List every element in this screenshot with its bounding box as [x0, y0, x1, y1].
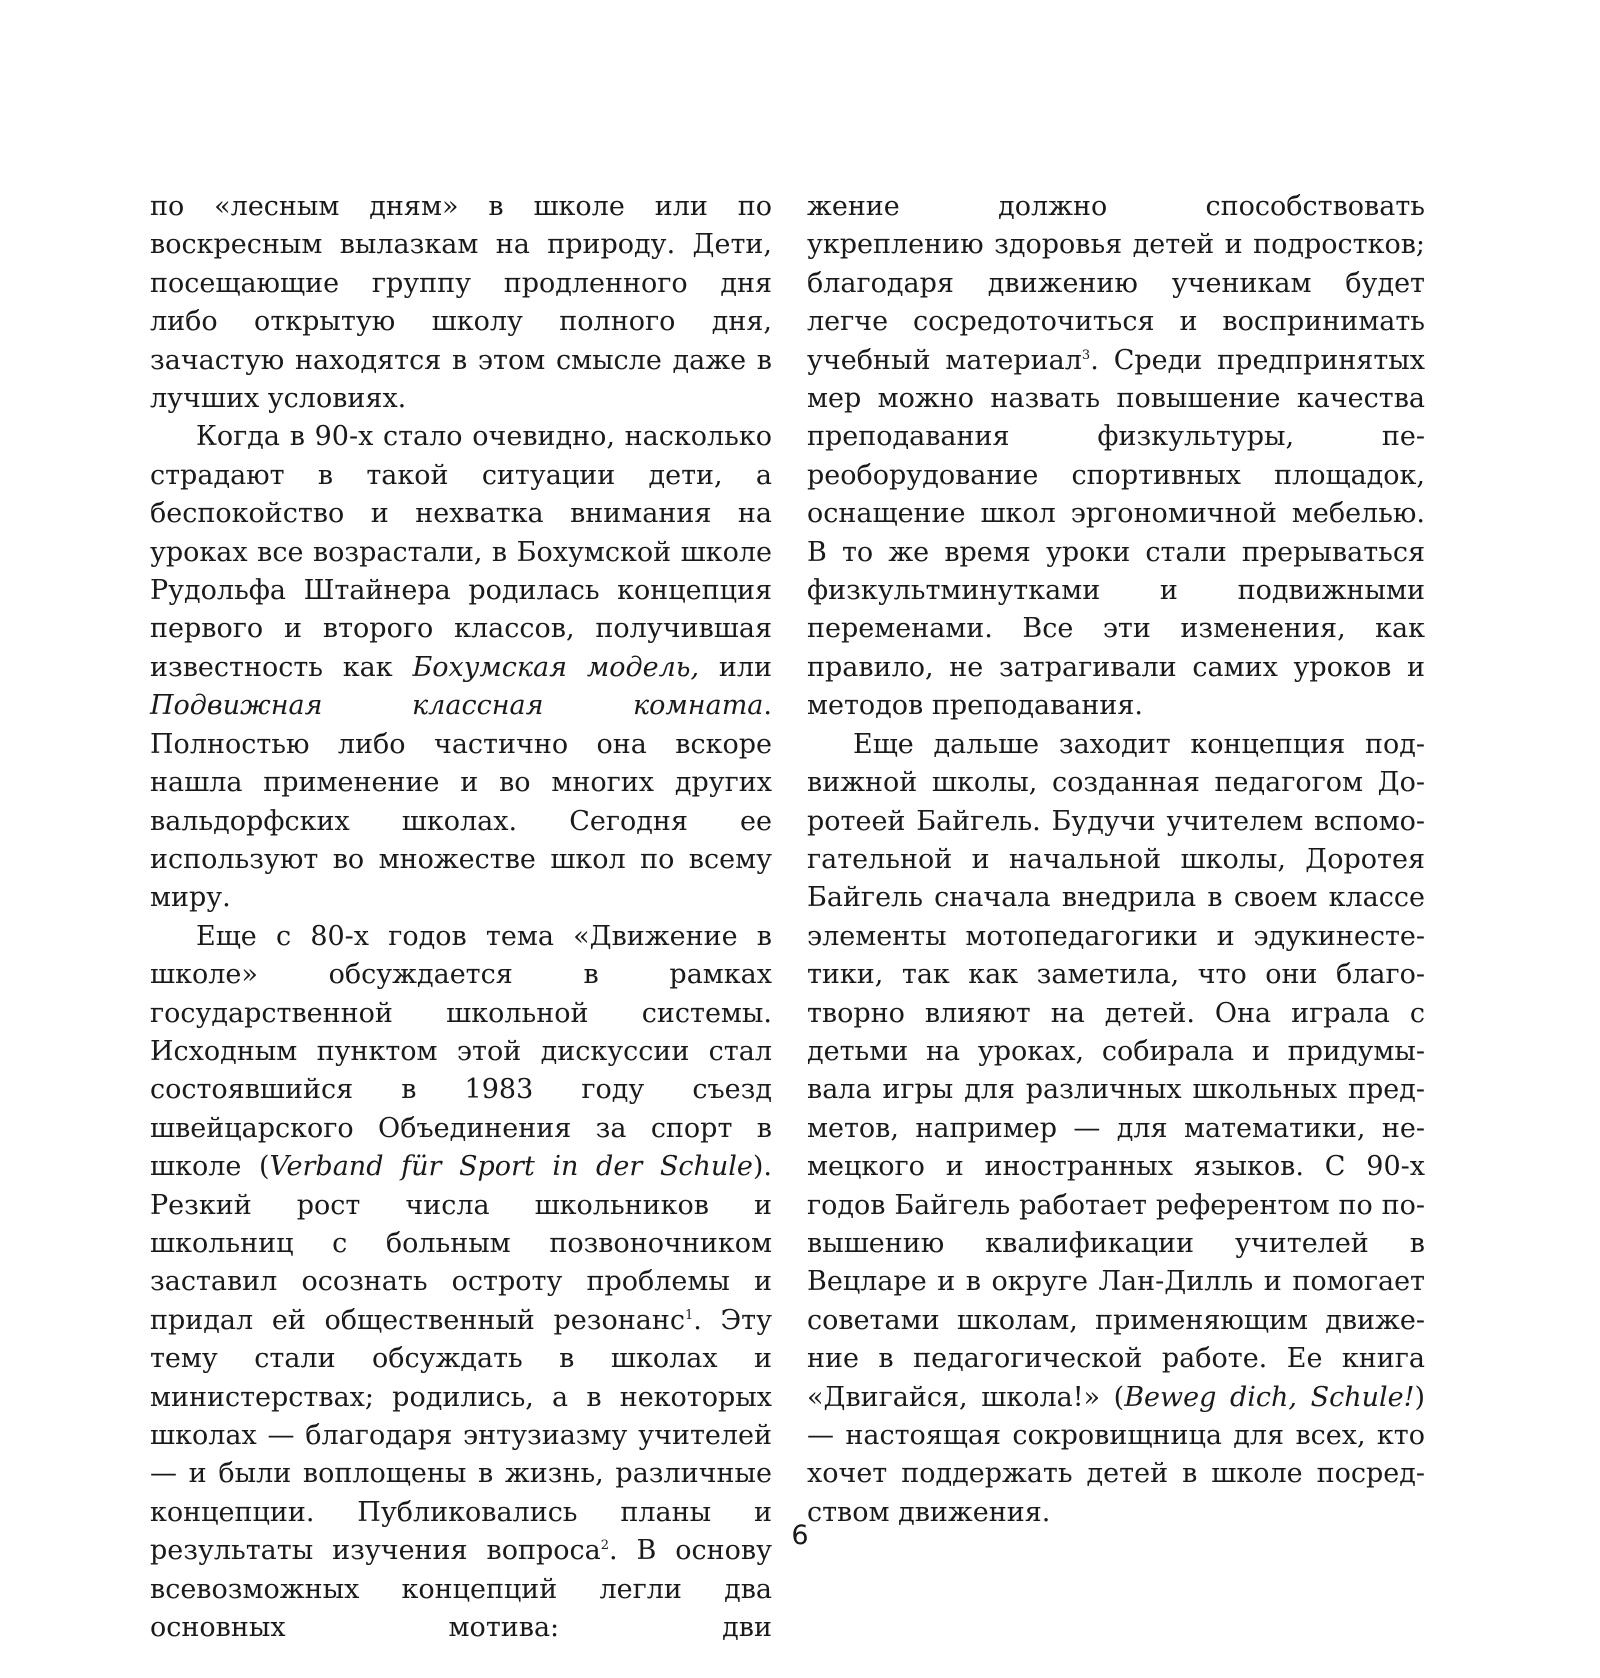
paragraph-text: Когда в 90-х стало очевидно, насколько страдают в такой ситуации дети, а беспокойство и нехватка внимания на уроках все возрастали, в Бохумской школе Рудольфа Штайнера родилась концепция первого и второго классов, получившая известность как [150, 421, 772, 683]
paragraph-text: Еще дальше заходит концепция подвижной школы, созданная педагогом Доротеей Байгель. Будучи учителем вспомогательной и начальной школы, Доротея Байгель сначала внедрила в своем классе элементы мотопедагогики и эдукинестетики, так как заметила, что они благотворно влияют на детей. Она играла с детьми на уроках, собирала и придумывала игры для различных школьных предметов, например — для математики, немецкого и иностранных языков. С 90-х годов Байгель работает референтом по повышению квалификации учителей в Вецларе и в округе Лан-Дилль и помогает советами школам, применяющим движение в педагогической работе. Ее книга «Двигайся, школа!» ( [807, 728, 1425, 1413]
right-text-column [807, 188, 1425, 1532]
paragraph-bochum-model [150, 418, 772, 917]
italic-term: Бохумская модель, [412, 651, 700, 683]
left-text-column [150, 188, 772, 1647]
paragraph-text: ). Резкий рост числа школьников и школьниц с больным позвоночником заставил осознать остроту проблемы и придал ей общественный резонанс [150, 1151, 772, 1336]
footnote-marker: 3 [1081, 347, 1091, 363]
paragraph-moving-school [807, 726, 1425, 1533]
paragraph-text: . В основу всевозможных концепций легли два основных мотива: дви [150, 1535, 772, 1644]
paragraph-text: . Полностью либо частично она вскоре нашла применение и во многих других вальдорфских школах. Сегодня ее используют во множестве школ по всему миру. [150, 690, 772, 914]
paragraph-text: или [699, 651, 772, 683]
page-number: 6 [791, 1520, 809, 1551]
paragraph-text: ) — настоящая сокровищница для всех, кто хочет поддержать детей в школе посредством движения. [807, 1381, 1425, 1528]
paragraph-text: жение должно способствовать укреплению здоровья детей и подростков; благодаря движению ученикам будет легче сосредоточиться и воспринимать учебный материал [807, 191, 1425, 376]
paragraph-continued [150, 188, 772, 418]
paragraph-continued [807, 188, 1425, 726]
paragraph-text: Еще с 80-х годов тема «Движение в школе» обсуждается в рамках государственной школьной системы. Исходным пунктом этой дискуссии стал состоявшийся в 1983 году съезд швейцарского Объединения за спорт в школе ( [150, 920, 772, 1183]
footnote-marker: 2 [600, 1538, 609, 1554]
italic-term: Verband für Sport in der Schule [269, 1151, 753, 1183]
paragraph-text: по «лесным дням» в школе или по воскресным вылазкам на природу. Дети, посещающие группу продленного дня либо открытую школу полного дня, зачастую находятся в этом смысле даже в лучших условиях. [150, 191, 772, 415]
italic-title: Beweg dich, Schule! [1124, 1381, 1415, 1413]
paragraph-text: . Эту тему стали обсуждать в школах и министерствах; родились, а в некоторых школах — благодаря энтузиазму учителей — и были воплощены в жизнь, различные концепции. Публиковались планы и результаты изучения вопроса [150, 1304, 772, 1567]
italic-term: Подвижная классная комната [150, 690, 764, 722]
paragraph-text: . Среди предпринятых мер можно назвать повышение качества преподавания физкультуры, переоборудование спортивных площадок, оснащение школ эргономичной мебелью. В то же время уроки стали прерываться физкультминутками и подвижными переменами. Все эти изменения, как правило, не затрагивали самих уроков и методов преподавания. [807, 344, 1425, 722]
footnote-marker: 1 [684, 1307, 694, 1323]
